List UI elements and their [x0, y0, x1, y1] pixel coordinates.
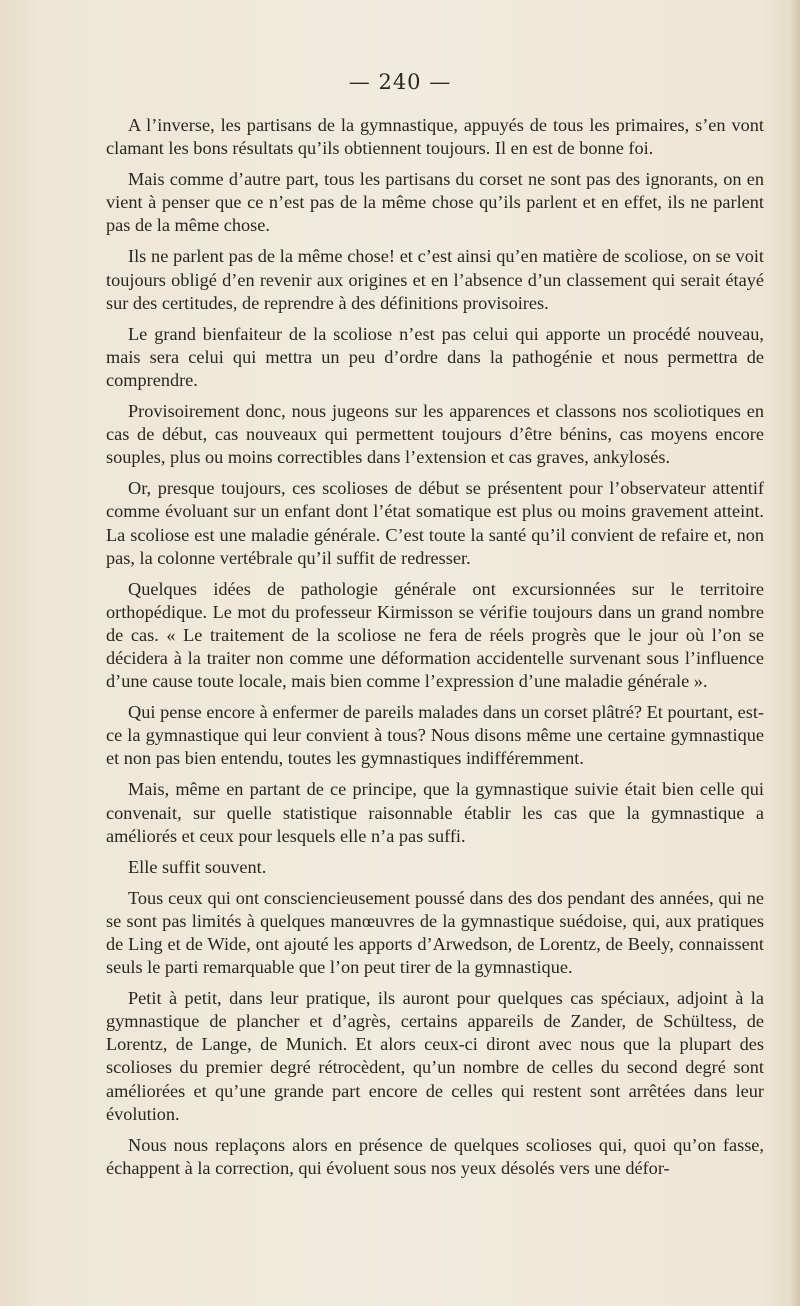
- paragraph: Quelques idées de pathologie générale ont excursionnées sur le territoire orthopédique. Le mot du professeur Kirmisson se vérifie toujours dans un grand nombre de cas. « Le traitement de la scoliose ne fera de réels progrès que le jour où l’on se décidera à la traiter non comme une déformation accidentelle survenant sous l’influence d’une cause toute locale, mais bien comme l’expression d’une maladie générale ».: [106, 578, 764, 692]
- paragraph: Elle suffit souvent.: [128, 856, 267, 877]
- paragraph: Qui pense encore à enfermer de pareils malades dans un corset plâtré? Et pourtant, est-ce la gymnastique qui leur convient à tous? Nous disons même une certaine gymnastique et non pas bien entendu, toutes les gymnastiques indifféremment.: [106, 702, 764, 769]
- page-edge-shadow: [790, 0, 800, 1306]
- body-text: [106, 114, 764, 1188]
- paragraph: Mais comme d’autre part, tous les partisans du corset ne sont pas des ignorants, on en vient à penser que ce n’est pas de la même chose qu’ils parlent et en effet, ils ne parlent pas de la même chose.: [106, 169, 764, 236]
- paragraph: Petit à petit, dans leur pratique, ils auront pour quelques cas spéciaux, adjoint à la gymnastique de plancher et d’agrès, certains appareils de Zander, de Schültess, de Lorentz, de Lange, de Munich. Et alors ceux-ci diront avec nous que la plupart des scolioses du premier degré rétrocèdent, qu’un nombre de celles du second degré sont améliorées et qu’une grande part encore de celles qui restent sont arrêtées dans leur évolution.: [106, 988, 764, 1124]
- paragraph: A l’inverse, les partisans de la gymnastique, appuyés de tous les primaires, s’en vont clamant les bons résultats qu’ils obtiennent toujours. Il en est de bonne foi.: [106, 115, 764, 159]
- page-number: — 240 —: [348, 70, 452, 94]
- paragraph: Or, presque toujours, ces scolioses de début se présentent pour l’observateur attentif comme évoluant sur un enfant dont l’état somatique est plus ou moins gravement atteint. La scoliose est une maladie générale. C’est toute la santé qu’il convient de refaire et, non pas, la colonne vertébrale qu’il suffit de redresser.: [106, 478, 764, 568]
- paragraph: Tous ceux qui ont consciencieusement poussé dans des dos pendant des années, qui ne se sont pas limités à quelques manœuvres de la gymnastique suédoise, qui, aux pratiques de Ling et de Wide, ont ajouté les apports d’Arwedson, de Lorentz, de Beely, connaissent seuls le parti remarquable que l’on peut tirer de la gymnastique.: [106, 887, 764, 978]
- paragraph: Ils ne parlent pas de la même chose! et c’est ainsi qu’en matière de scoliose, on se voit toujours obligé d’en revenir aux origines et en l’absence d’un classement qui serait étayé sur des certitudes, de reprendre à des définitions provisoires.: [106, 246, 764, 313]
- paragraph: Mais, même en partant de ce principe, que la gymnastique suivie était bien celle qui convenait, sur quelle statistique raisonnable établir les cas que la gymnastique a améliorés et ceux pour lesquels elle n’a pas suffi.: [106, 779, 764, 846]
- paragraph: Le grand bienfaiteur de la scoliose n’est pas celui qui apporte un procédé nouveau, mais sera celui qui mettra un peu d’ordre dans la pathogénie et nous permettra de comprendre.: [106, 323, 764, 390]
- paragraph: Provisoirement donc, nous jugeons sur les apparences et classons nos scoliotiques en cas de début, cas nouveaux qui permettent toujours d’être bénins, cas moyens encore souples, plus ou moins correctibles dans l’extension et cas graves, ankylosés.: [106, 401, 764, 468]
- paragraph: Nous nous replaçons alors en présence de quelques scolioses qui, quoi qu’on fasse, échappent à la correction, qui évoluent sous nos yeux désolés vers une défor-: [106, 1134, 764, 1178]
